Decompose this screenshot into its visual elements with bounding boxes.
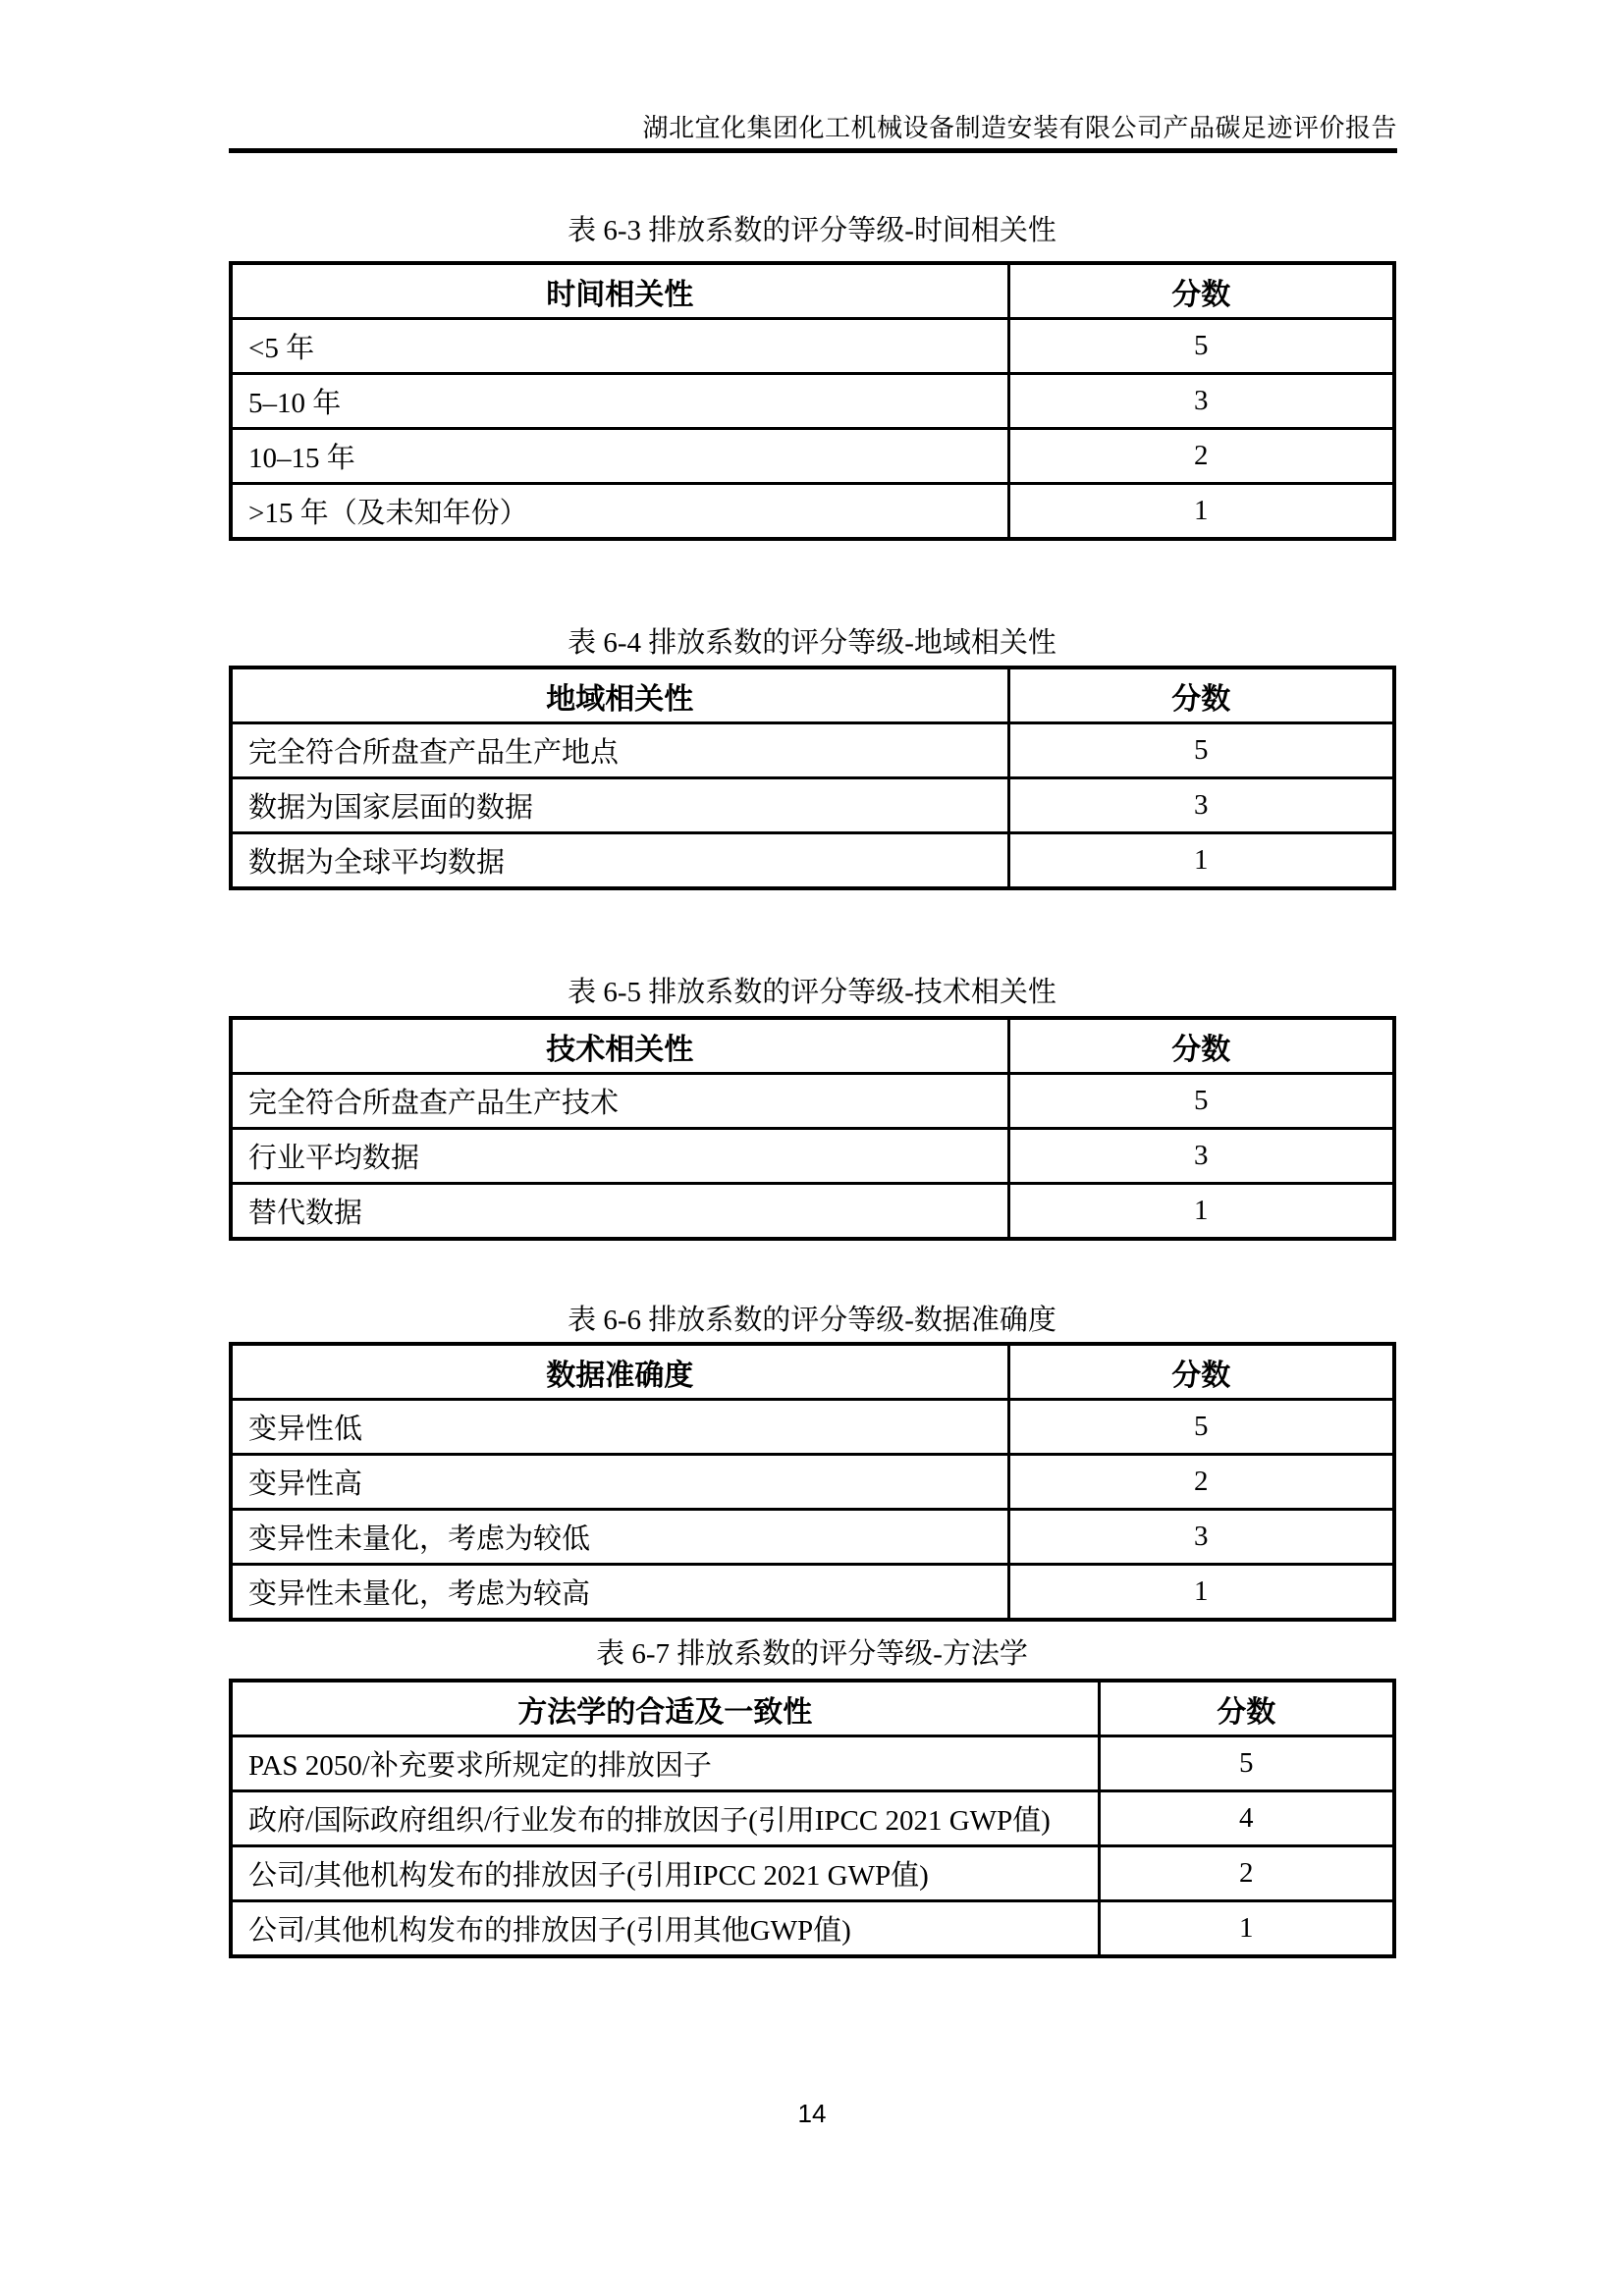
table-row	[231, 1791, 1394, 1846]
column-header-score: 分数	[1008, 1344, 1394, 1400]
row-label-cell: 完全符合所盘查产品生产地点	[231, 723, 1008, 778]
column-header-score: 分数	[1008, 667, 1394, 723]
row-score-cell: 1	[1008, 484, 1394, 540]
table-row	[231, 1565, 1394, 1621]
row-label-cell: <5 年	[231, 319, 1008, 374]
table-6-5-title: 表 6-5 排放系数的评分等级-技术相关性	[568, 977, 1056, 1008]
table-6-4	[229, 666, 1396, 890]
row-score-cell: 5	[1008, 319, 1394, 374]
table-header-row	[231, 1018, 1394, 1074]
row-label-cell: 政府/国际政府组织/行业发布的排放因子(引用IPCC 2021 GWP值)	[231, 1791, 1099, 1846]
table-header-row	[231, 1681, 1394, 1736]
table-6-6	[229, 1342, 1396, 1622]
table-6-5	[229, 1016, 1396, 1241]
row-score-cell: 3	[1008, 778, 1394, 833]
row-label-cell: 公司/其他机构发布的排放因子(引用IPCC 2021 GWP值)	[231, 1846, 1099, 1901]
table-header-row	[231, 263, 1394, 319]
table-6-4-title: 表 6-4 排放系数的评分等级-地域相关性	[568, 627, 1056, 659]
table-row	[231, 723, 1394, 778]
row-label-cell: 公司/其他机构发布的排放因子(引用其他GWP值)	[231, 1901, 1099, 1957]
row-label-cell: 变异性高	[231, 1455, 1008, 1510]
row-label-cell: PAS 2050/补充要求所规定的排放因子	[231, 1736, 1099, 1791]
table-row	[231, 1455, 1394, 1510]
row-score-cell: 4	[1099, 1791, 1394, 1846]
table-row	[231, 484, 1394, 540]
table-row	[231, 1901, 1394, 1957]
row-label-cell: 数据为全球平均数据	[231, 833, 1008, 889]
table-6-3-title: 表 6-3 排放系数的评分等级-时间相关性	[568, 215, 1056, 246]
row-label-cell: 行业平均数据	[231, 1129, 1008, 1184]
row-score-cell: 5	[1099, 1736, 1394, 1791]
table-row	[231, 1736, 1394, 1791]
row-label-cell: 10–15 年	[231, 429, 1008, 484]
row-score-cell: 3	[1008, 1510, 1394, 1565]
table-row	[231, 374, 1394, 429]
column-header-score: 分数	[1099, 1681, 1394, 1736]
table-row	[231, 1184, 1394, 1240]
column-header-criterion: 时间相关性	[231, 263, 1008, 319]
row-score-cell: 2	[1008, 429, 1394, 484]
table-6-6-title: 表 6-6 排放系数的评分等级-数据准确度	[568, 1305, 1056, 1336]
row-score-cell: 1	[1008, 1565, 1394, 1621]
row-score-cell: 5	[1008, 723, 1394, 778]
column-header-criterion: 方法学的合适及一致性	[231, 1681, 1099, 1736]
table-row	[231, 429, 1394, 484]
table-row	[231, 1074, 1394, 1129]
column-header-criterion: 数据准确度	[231, 1344, 1008, 1400]
table-row	[231, 1846, 1394, 1901]
row-score-cell: 1	[1099, 1901, 1394, 1957]
row-label-cell: 完全符合所盘查产品生产技术	[231, 1074, 1008, 1129]
row-score-cell: 3	[1008, 1129, 1394, 1184]
row-score-cell: 5	[1008, 1074, 1394, 1129]
row-label-cell: 变异性低	[231, 1400, 1008, 1455]
table-row	[231, 319, 1394, 374]
page-number: 14	[797, 2099, 827, 2128]
row-score-cell: 3	[1008, 374, 1394, 429]
row-score-cell: 1	[1008, 833, 1394, 889]
row-label-cell: 5–10 年	[231, 374, 1008, 429]
row-score-cell: 2	[1099, 1846, 1394, 1901]
header-rule	[229, 148, 1397, 153]
document-header-title: 湖北宜化集团化工机械设备制造安装有限公司产品碳足迹评价报告	[642, 114, 1397, 142]
row-label-cell: 替代数据	[231, 1184, 1008, 1240]
row-label-cell: >15 年（及未知年份）	[231, 484, 1008, 540]
table-row	[231, 833, 1394, 889]
row-label-cell: 数据为国家层面的数据	[231, 778, 1008, 833]
table-row	[231, 1129, 1394, 1184]
row-score-cell: 5	[1008, 1400, 1394, 1455]
table-6-7-title: 表 6-7 排放系数的评分等级-方法学	[596, 1638, 1028, 1670]
row-label-cell: 变异性未量化，考虑为较低	[231, 1510, 1008, 1565]
column-header-score: 分数	[1008, 263, 1394, 319]
row-label-cell: 变异性未量化，考虑为较高	[231, 1565, 1008, 1621]
table-6-3	[229, 261, 1396, 541]
row-score-cell: 2	[1008, 1455, 1394, 1510]
column-header-criterion: 技术相关性	[231, 1018, 1008, 1074]
table-header-row	[231, 1344, 1394, 1400]
table-row	[231, 1400, 1394, 1455]
table-header-row	[231, 667, 1394, 723]
column-header-score: 分数	[1008, 1018, 1394, 1074]
table-6-7	[229, 1679, 1396, 1958]
table-row	[231, 778, 1394, 833]
table-row	[231, 1510, 1394, 1565]
row-score-cell: 1	[1008, 1184, 1394, 1240]
column-header-criterion: 地域相关性	[231, 667, 1008, 723]
